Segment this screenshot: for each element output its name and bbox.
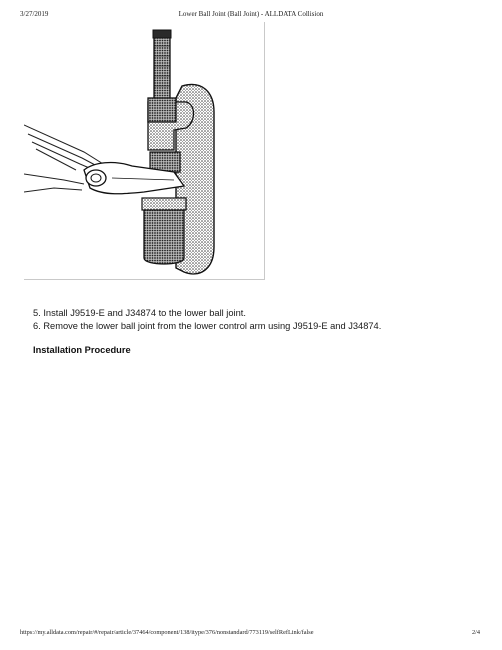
step-5: 5. Install J9519-E and J34874 to the lower ball joint. bbox=[33, 308, 246, 318]
page-header-title: Lower Ball Joint (Ball Joint) - ALLDATA Collision bbox=[178, 10, 324, 18]
installation-procedure-heading: Installation Procedure bbox=[33, 345, 131, 355]
receiver-cup bbox=[144, 202, 184, 264]
step-6: 6. Remove the lower ball joint from the lower control arm using J9519-E and J34874. bbox=[33, 321, 382, 331]
ball-joint-press-tool-icon bbox=[24, 22, 265, 280]
forcing-screw bbox=[154, 32, 170, 104]
page-footer-page-number: 2/4 bbox=[471, 629, 480, 636]
page-header-date: 3/27/2019 bbox=[20, 10, 49, 18]
procedure-steps bbox=[33, 307, 381, 333]
procedure-figure bbox=[24, 22, 265, 280]
press-nut bbox=[148, 98, 176, 122]
page-footer-url: https://my.alldata.com/repair/#/repair/article/37464/component/138/itype/376/nonstandard/773119/selfRefLink/false bbox=[20, 629, 314, 636]
